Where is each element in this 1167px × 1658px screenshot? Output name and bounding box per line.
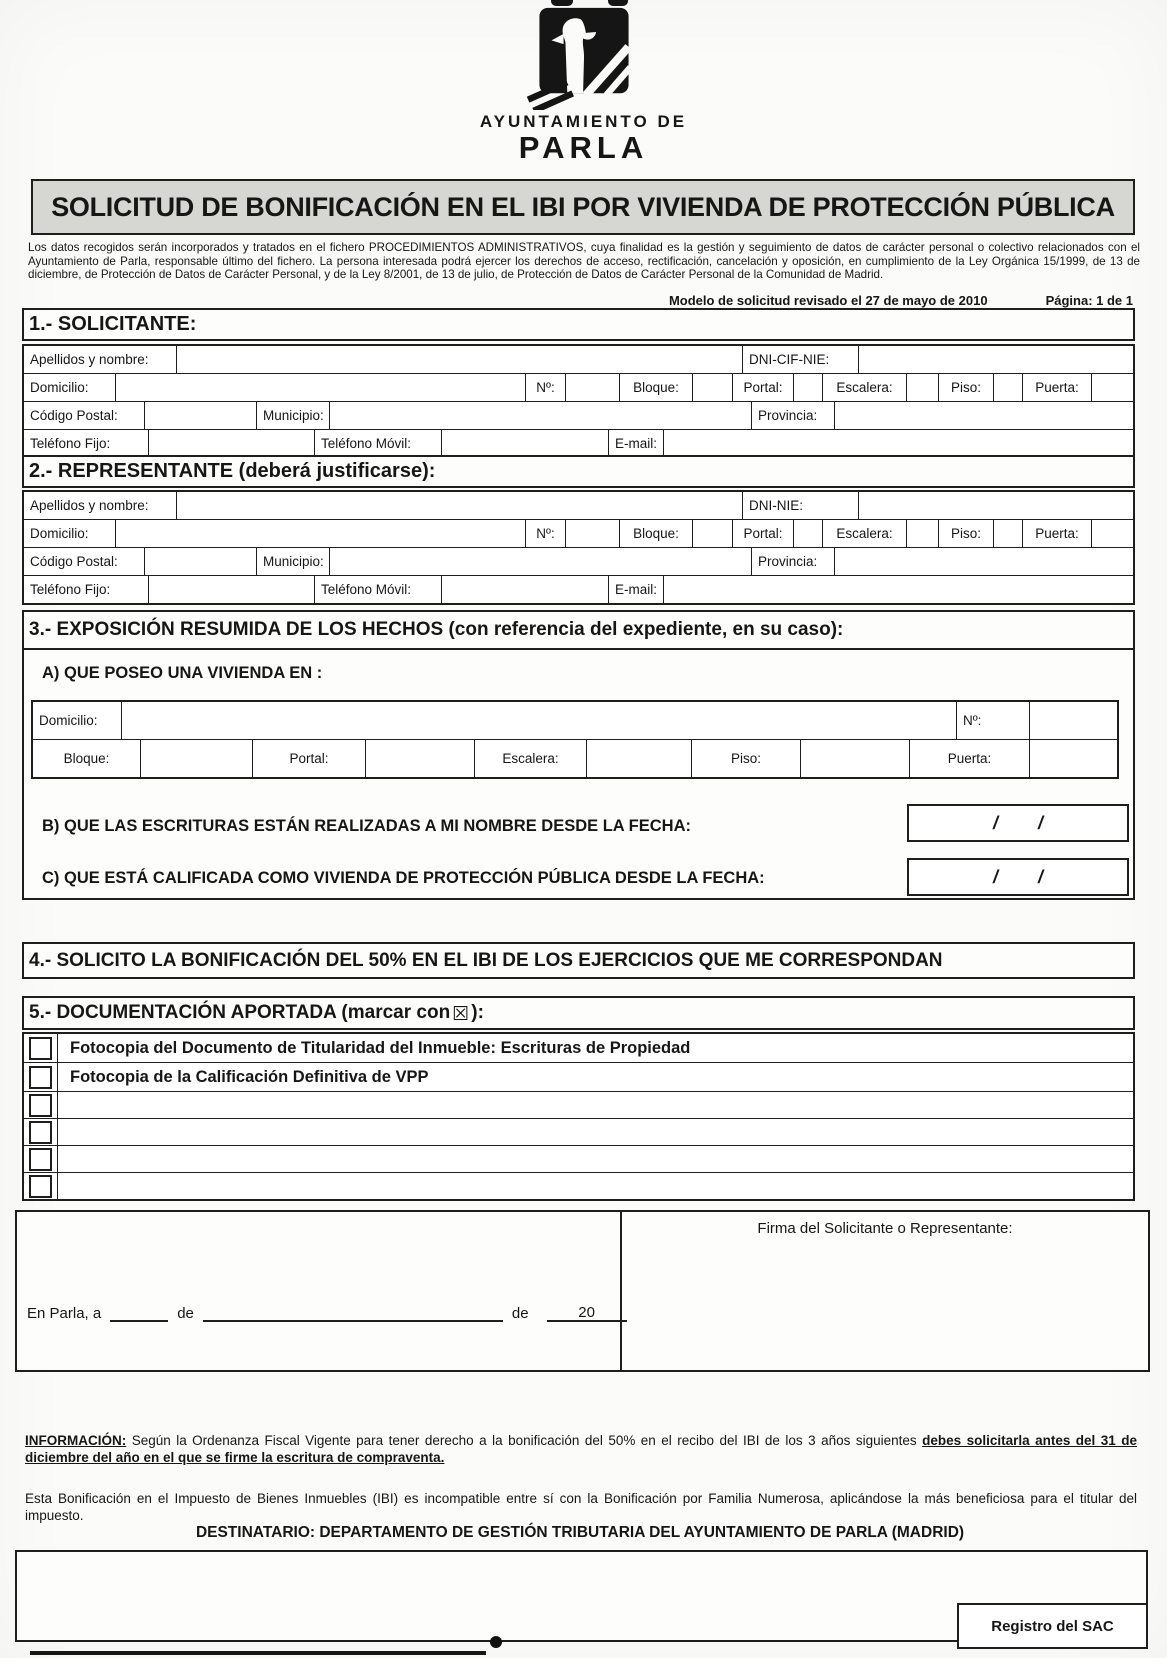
section5-table bbox=[22, 1032, 1135, 1201]
s1-telfijo-label: Teléfono Fijo: bbox=[30, 436, 111, 451]
privacy-notice: Los datos recogidos serán incorporados y tratados en el fichero PROCEDIMIENTOS ADMINISTRATIVOS, cuya finalidad es la gestión y seguimiento de datos de carácter personal o colectivo relacionados con el Ayuntamiento de Parla, responsable último del fichero. La persona interesada podrá ejercer los derechos de acceso, rectificación, cancelación y oposición, en cumplimiento de la Ley Orgánica 15/1999, de 13 de diciembre, de Protección de Datos de Carácter Personal, y de la Ley 8/2001, de 13 de julio, de Protección de Datos de Carácter Personal de la Comunidad de Madrid. bbox=[28, 241, 1140, 282]
s2-apellidos-label: Apellidos y nombre: bbox=[30, 498, 149, 513]
de-word-1: de bbox=[177, 1305, 194, 1322]
doc1-label: Fotocopia del Documento de Titularidad del Inmueble: Escrituras de Propiedad bbox=[70, 1038, 691, 1057]
month-blank[interactable] bbox=[203, 1304, 503, 1322]
s2-row-telefonos bbox=[24, 575, 1133, 603]
de-word-2: de bbox=[511, 1305, 529, 1322]
section1-title: 1.- SOLICITANTE: bbox=[29, 313, 197, 335]
s1-numero-label: Nº: bbox=[525, 374, 565, 401]
revision-note: Modelo de solicitud revisado el 27 de mayo de 2010 bbox=[668, 293, 988, 308]
s2-portal-label: Portal: bbox=[732, 520, 793, 547]
doc4-label[interactable] bbox=[58, 1119, 1133, 1145]
header-logo-block bbox=[0, 6, 1167, 166]
year-blank[interactable]: 20 bbox=[547, 1304, 627, 1322]
section5-title-prefix: 5.- DOCUMENTACIÓN APORTADA (marcar con bbox=[29, 1002, 451, 1023]
section2-title: 2.- REPRESENTANTE (deberá justificarse): bbox=[29, 460, 436, 482]
s1-provincia-label: Provincia: bbox=[751, 402, 834, 429]
s1-row-telefonos bbox=[24, 429, 1133, 457]
s3-row-domicilio bbox=[33, 702, 1117, 739]
doc2-checkbox[interactable] bbox=[29, 1066, 52, 1089]
s1-portal-field[interactable] bbox=[793, 374, 822, 401]
scan-streak-artifact bbox=[30, 1651, 486, 1655]
doc3-checkbox[interactable] bbox=[29, 1094, 52, 1117]
s2-escalera-label: Escalera: bbox=[822, 520, 906, 547]
checked-box-icon: ☒ bbox=[452, 1002, 470, 1025]
doc-row-5 bbox=[24, 1145, 1133, 1172]
s2-municipio-label: Municipio: bbox=[256, 548, 329, 575]
section5-header bbox=[22, 996, 1135, 1030]
s2-escalera-field[interactable] bbox=[906, 520, 938, 547]
s2-email-field[interactable] bbox=[663, 576, 1133, 603]
s1-apellidos-label: Apellidos y nombre: bbox=[30, 352, 149, 367]
s1-cp-field[interactable] bbox=[144, 402, 256, 429]
revision-line bbox=[28, 293, 1135, 308]
day-blank[interactable] bbox=[110, 1304, 168, 1322]
s3-portal-field[interactable] bbox=[365, 740, 474, 777]
s1-email-field[interactable] bbox=[663, 430, 1133, 457]
s1-email-label: E-mail: bbox=[608, 430, 663, 457]
s3-escalera-label: Escalera: bbox=[474, 740, 586, 777]
registro-sac-box bbox=[957, 1603, 1148, 1649]
section4-header bbox=[22, 942, 1135, 979]
s2-email-label: E-mail: bbox=[608, 576, 663, 603]
doc-row-6 bbox=[24, 1172, 1133, 1199]
section4-title: 4.- SOLICITO LA BONIFICACIÓN DEL 50% EN EL IBI DE LOS EJERCICIOS QUE ME CORRESPONDAN bbox=[29, 949, 943, 971]
s2-domicilio-label: Domicilio: bbox=[30, 526, 89, 541]
date-line bbox=[27, 1304, 627, 1322]
s2-puerta-label: Puerta: bbox=[1022, 520, 1091, 547]
registro-sac-label: Registro del SAC bbox=[991, 1617, 1114, 1635]
s2-telfijo-field[interactable] bbox=[148, 576, 314, 603]
s3-item-c: C) QUE ESTÁ CALIFICADA COMO VIVIENDA DE PROTECCIÓN PÚBLICA DESDE LA FECHA: bbox=[42, 869, 765, 887]
date-place-cell bbox=[17, 1212, 620, 1370]
s1-municipio-label: Municipio: bbox=[256, 402, 329, 429]
s2-domicilio-field[interactable] bbox=[115, 520, 525, 547]
s1-apellidos-field[interactable] bbox=[176, 346, 742, 373]
s2-cp-field[interactable] bbox=[144, 548, 256, 575]
s3-bloque-label: Bloque: bbox=[63, 751, 110, 766]
s1-telmovil-label: Teléfono Móvil: bbox=[314, 430, 441, 457]
s2-provincia-field[interactable] bbox=[834, 548, 1133, 575]
doc-row-3 bbox=[24, 1091, 1133, 1118]
doc-checkbox-cell bbox=[24, 1063, 58, 1091]
doc1-checkbox[interactable] bbox=[29, 1037, 52, 1060]
s2-puerta-field[interactable] bbox=[1091, 520, 1133, 547]
info-label: INFORMACIÓN: bbox=[25, 1433, 127, 1448]
s1-domicilio-field[interactable] bbox=[115, 374, 525, 401]
s1-puerta-field[interactable] bbox=[1091, 374, 1133, 401]
s1-telfijo-field[interactable] bbox=[148, 430, 314, 457]
s1-piso-field[interactable] bbox=[993, 374, 1022, 401]
s2-dni-field[interactable] bbox=[858, 492, 1133, 519]
s2-provincia-label: Provincia: bbox=[751, 548, 834, 575]
s3-item-b: B) QUE LAS ESCRITURAS ESTÁN REALIZADAS A MI NOMBRE DESDE LA FECHA: bbox=[42, 817, 692, 835]
s3-piso-label: Piso: bbox=[691, 740, 800, 777]
s2-piso-field[interactable] bbox=[993, 520, 1022, 547]
section2-table bbox=[22, 490, 1135, 605]
form-title: SOLICITUD DE BONIFICACIÓN EN EL IBI POR VIVIENDA DE PROTECCIÓN PÚBLICA bbox=[51, 191, 1115, 222]
doc-checkbox-cell bbox=[24, 1119, 58, 1145]
s1-domicilio-label: Domicilio: bbox=[30, 380, 89, 395]
info-paragraph bbox=[25, 1432, 1137, 1466]
scan-dot-artifact bbox=[490, 1636, 502, 1648]
s1-row-nombre bbox=[24, 346, 1133, 373]
doc-checkbox-cell bbox=[24, 1034, 58, 1062]
signature-cell[interactable] bbox=[620, 1212, 1148, 1370]
s2-telmovil-field[interactable] bbox=[441, 576, 608, 603]
s1-telmovil-field[interactable] bbox=[441, 430, 608, 457]
s1-puerta-label: Puerta: bbox=[1022, 374, 1091, 401]
form-title-bar bbox=[31, 179, 1135, 235]
section1-header bbox=[22, 308, 1135, 341]
place-prefix: En Parla, a bbox=[27, 1305, 102, 1322]
s3-item-a: A) QUE POSEO UNA VIVIENDA EN : bbox=[42, 664, 323, 682]
s3-row-detalle bbox=[33, 739, 1117, 777]
s3-domicilio-field[interactable] bbox=[121, 702, 956, 739]
s1-portal-label: Portal: bbox=[732, 374, 793, 401]
section3-box bbox=[22, 610, 1135, 900]
s1-escalera-field[interactable] bbox=[906, 374, 938, 401]
signature-block bbox=[15, 1210, 1150, 1372]
doc-checkbox-cell bbox=[24, 1146, 58, 1172]
doc5-label[interactable] bbox=[58, 1146, 1133, 1172]
doc6-checkbox[interactable] bbox=[29, 1175, 52, 1198]
s2-numero-label: Nº: bbox=[525, 520, 565, 547]
s1-municipio-field[interactable] bbox=[329, 402, 751, 429]
info-deadline: debes solicitarla antes del 31 de diciembre del año en el que se firme la escritura de compraventa. bbox=[25, 1433, 1138, 1465]
doc-row-1 bbox=[24, 1034, 1133, 1062]
destinatario-line: DESTINATARIO: DEPARTAMENTO DE GESTIÓN TRIBUTARIA DEL AYUNTAMIENTO DE PARLA (MADRID) bbox=[195, 1524, 965, 1541]
s1-escalera-label: Escalera: bbox=[822, 374, 906, 401]
s3-bloque-field[interactable] bbox=[140, 740, 252, 777]
section1-table bbox=[22, 344, 1135, 459]
s1-dni-field[interactable] bbox=[858, 346, 1133, 373]
compat-paragraph: Esta Bonificación en el Impuesto de Bienes Inmuebles (IBI) es incompatible entre sí con la Bonificación por Familia Numerosa, aplicándose la más beneficiosa para el titular del impuesto. bbox=[25, 1491, 1137, 1523]
s1-bloque-field[interactable] bbox=[692, 374, 732, 401]
s3-puerta-field[interactable] bbox=[1029, 740, 1117, 777]
s2-apellidos-field[interactable] bbox=[176, 492, 742, 519]
s2-piso-label: Piso: bbox=[938, 520, 993, 547]
doc2-label: Fotocopia de la Calificación Definitiva de VPP bbox=[70, 1067, 429, 1086]
s2-bloque-field[interactable] bbox=[692, 520, 732, 547]
section2-header bbox=[22, 455, 1135, 488]
parla-bird-logo-icon bbox=[520, 6, 648, 110]
s3-fecha-calificacion-field[interactable]: / / bbox=[907, 858, 1129, 896]
info-body: Según la Ordenanza Fiscal Vigente para tener derecho a la bonificación del 50% en el recibo del IBI de los 3 años siguientes bbox=[126, 1433, 923, 1448]
section5-title-suffix: ): bbox=[471, 1002, 484, 1023]
org-name-line2: PARLA bbox=[518, 130, 649, 165]
s2-cp-label: Código Postal: bbox=[30, 554, 118, 569]
s3-domicilio-label: Domicilio: bbox=[39, 713, 98, 728]
s2-row-municipio bbox=[24, 547, 1133, 575]
doc3-label[interactable] bbox=[58, 1092, 1133, 1118]
s1-numero-field[interactable] bbox=[565, 374, 619, 401]
s3-puerta-label: Puerta: bbox=[909, 740, 1029, 777]
s3-portal-label: Portal: bbox=[252, 740, 365, 777]
firma-label: Firma del Solicitante o Representante: bbox=[757, 1220, 1013, 1237]
s3-piso-field[interactable] bbox=[800, 740, 909, 777]
doc4-checkbox[interactable] bbox=[29, 1121, 52, 1144]
page-number: Página: 1 de 1 bbox=[1045, 293, 1133, 308]
doc-checkbox-cell bbox=[24, 1092, 58, 1118]
s3-numero-label: Nº: bbox=[956, 702, 1029, 739]
s1-cp-label: Código Postal: bbox=[30, 408, 118, 423]
s2-telfijo-label: Teléfono Fijo: bbox=[30, 582, 111, 597]
s3-numero-field[interactable] bbox=[1029, 702, 1117, 739]
s2-municipio-field[interactable] bbox=[329, 548, 751, 575]
section3-title: 3.- EXPOSICIÓN RESUMIDA DE LOS HECHOS (con referencia del expediente, en su caso): bbox=[29, 619, 844, 640]
s1-dni-label: DNI-CIF-NIE: bbox=[742, 346, 858, 373]
s2-row-nombre bbox=[24, 492, 1133, 519]
s1-provincia-field[interactable] bbox=[834, 402, 1133, 429]
org-name-line1: AYUNTAMIENTO DE bbox=[479, 112, 688, 131]
doc-row-2 bbox=[24, 1062, 1133, 1091]
s1-piso-label: Piso: bbox=[938, 374, 993, 401]
doc5-checkbox[interactable] bbox=[29, 1148, 52, 1171]
section3-header bbox=[24, 612, 1133, 650]
s3-escalera-field[interactable] bbox=[586, 740, 691, 777]
s2-portal-field[interactable] bbox=[793, 520, 822, 547]
s3-vivienda-table bbox=[31, 700, 1119, 779]
doc-checkbox-cell bbox=[24, 1173, 58, 1199]
s2-row-domicilio bbox=[24, 519, 1133, 547]
s2-numero-field[interactable] bbox=[565, 520, 619, 547]
doc-row-4 bbox=[24, 1118, 1133, 1145]
s1-bloque-label: Bloque: bbox=[619, 374, 692, 401]
s3-fecha-escrituras-field[interactable]: / / bbox=[907, 804, 1129, 842]
s1-row-domicilio bbox=[24, 373, 1133, 401]
s2-telmovil-label: Teléfono Móvil: bbox=[314, 576, 441, 603]
s1-row-municipio bbox=[24, 401, 1133, 429]
s2-dni-label: DNI-NIE: bbox=[742, 492, 858, 519]
doc6-label[interactable] bbox=[58, 1173, 1133, 1199]
s2-bloque-label: Bloque: bbox=[619, 520, 692, 547]
